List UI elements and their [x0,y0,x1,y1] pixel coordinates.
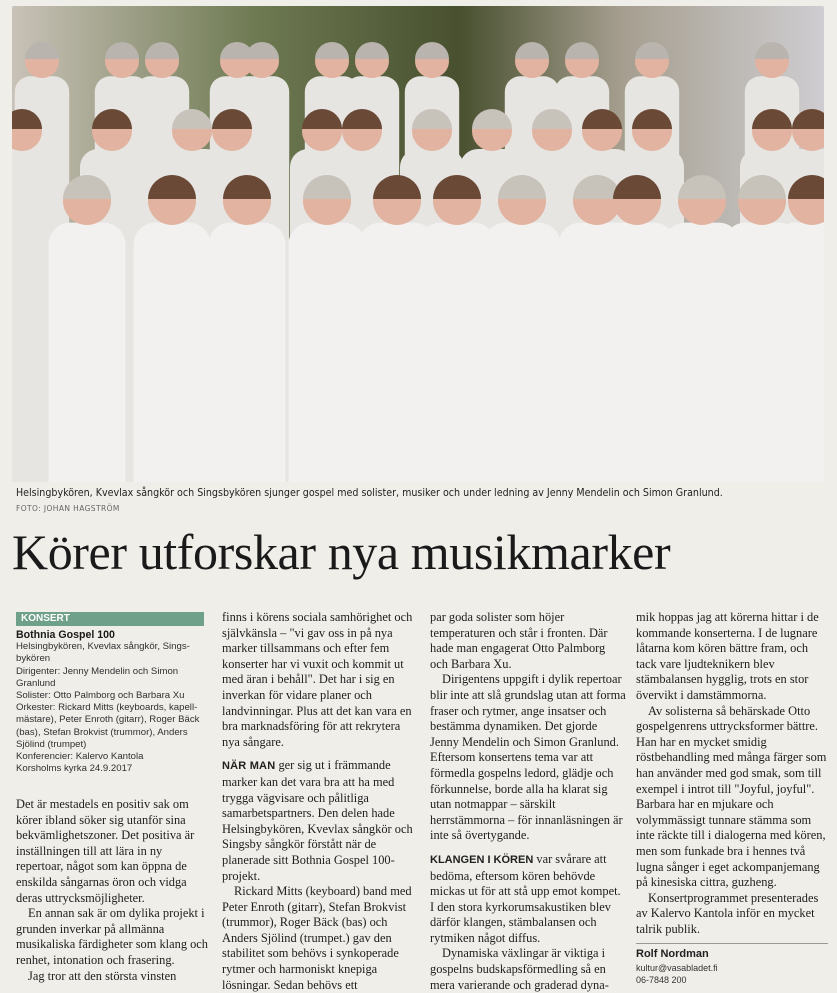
fact-line: Korsholms kyrka 24.9.2017 [16,763,133,775]
author-phone: 06-7848 200 [636,974,687,985]
paragraph: finns i körens sociala samhörighet och självkänsla – "vi gav oss in på nya marker tillsammans och efter fem konserter har vi vuxit och kommit ut med äran i behåll". Det har i sig en inverkan för vidare planer och landvinningar. Plus att det kan vara en bra marknadsföring för att rekrytera nya sångare. [222,610,413,749]
paragraph: Dynamiska växlingar är viktiga i gospelns budskapsförmedling så en mera varierande och graderad dyna- [430,946,609,992]
category-tag: KONSERT [16,612,204,626]
paragraph-lead: NÄR MAN [222,760,276,773]
singer-body [12,149,54,482]
paragraph: Jag tror att den största vinsten [28,968,177,983]
singer-body [289,223,366,482]
fact-line: bykören [16,653,51,665]
fact-line: Solister: Otto Palmborg och Barbara Xu [16,690,185,702]
author-email: kultur@vasabladet.fi [636,963,718,974]
fact-line: Granlund [16,677,56,689]
singer-body [774,223,824,482]
singer-body [209,223,286,482]
paragraph: Det är mestadels en positiv sak om körer ibland söker sig utanför sina bekvämlighetszoner. Det positiva är inställningen till att lära in ny repertoar, något som kan öppna de enskilda sångarnas öron och vidga deras uttrycksmöjligheter. [16,797,195,905]
paragraph: En annan sak är om dylika projekt i grunden inverkar på allmänna musikaliska färdigheter som klang och renhet, intonation och frasering. [16,906,209,967]
choir-photo [12,6,824,482]
headline: Körer utforskar nya musikmarker [12,524,671,580]
fact-line: Dirigenter: Jenny Mendelin och Simon [16,665,179,677]
paragraph: mik hoppas jag att körerna hittar i de kommande konserterna. I de lugnare låtarna kom kören bättre fram, och tack vare ljudteknikern blev stämbalansen hygglig, trots en stor övervikt i damstämmorna. [636,610,819,702]
photo-caption: Helsingbykören, Kvevlax sångkör och Singsbykören sjunger gospel med solister, musiker och under ledning av Jenny Mendelin och Simon Granlund. [16,487,723,499]
fact-line: Sjölind (trumpet) [16,738,87,750]
paragraph: Dirigentens uppgift i dylik repertoar blir inte att slå grundslag utan att forma fraser och rytmer, ange insatser och bestämma dynamiken. Det gjorde Jenny Mendelin och Simon Granlund. Eftersom konsertens tema var att förmedla gospelns ledord, glädje och förkunnelse, borde alla ha klarat sig utan notmappar – särskilt herrstämmorna – för innanläsningen är inte så övertygande. [430,672,626,843]
paragraph [222,758,420,884]
concert-title: Bothnia Gospel 100 [16,629,115,641]
byline [636,943,828,986]
singer-body [484,223,561,482]
fact-box [16,612,206,775]
article-column-3 [430,610,626,993]
paragraph [430,852,626,947]
singer-body [49,223,126,482]
fact-line: Helsingbykören, Kvevlax sångkör, Sings- [16,641,190,653]
choir-illustration [12,6,824,482]
singer-body [134,223,211,482]
article-column-4 [636,610,828,986]
paragraph: Av solisterna så behärskade Otto gospelgenrens uttrycksformer bättre. Han har en mycket smidig röstbehandling med många färger som han använder med god smak, som till exempel i introt till "Joyful, joyful". Barbara har en mjukare och volymmässigt tunnare stämma som inte räckte till i dialogerna med kören, men som funkade bra i hennes två lugna sånger i eget ackompanjemang på kinesiska cittra, guzheng. [636,703,827,890]
fact-line: mästare), Peter Enroth (gitarr), Roger Bäck [16,714,200,726]
paragraph-text: var svårare att bedöma, eftersom kören behövde mickas ut för att stå upp emot kompet. I den stora kyrkorumsakustiken blev därför klangen, stämbalansen och rytmiken något diffus. [430,851,621,945]
paragraph: par goda solister som höjer temperaturen och står i fronten. Där hade man engagerat Otto Palmborg och Barbara Xu. [430,610,608,671]
paragraph: Konsertprogrammet presenterades av Kalervo Kantola inför en mycket talrik publik. [636,890,819,936]
author-name: Rolf Nordman [636,948,709,961]
paragraph-text: ger sig ut i främmande marker kan det vara bra att ha med trygga vägvisare och pålitliga samarbetspartners. Den delen hade Helsingbykören, Kvevlax sångkör och Singsby sångkör förstått när de planerade sitt Bothnia Gospel 100-projekt. [222,758,413,883]
photo-credit: FOTO: JOHAN HAGSTRÖM [16,504,120,513]
fact-line: (bas), Stefan Brokvist (trummor), Anders [16,726,188,738]
paragraph: Rickard Mitts (keyboard) band med Peter Enroth (gitarr), Stefan Brokvist (trummor), Roger Bäck (bas) och Anders Sjölind (trumpet.) gav den stabilitet som behövs i synkoperade rytmer och harmoniskt knepiga lösningar. Sedan behövs ett [222,884,412,992]
fact-line: Konferencier: Kalervo Kantola [16,751,144,763]
subheading: KLANGEN I KÖREN [430,853,534,866]
article-column-2 [222,610,420,993]
fact-line: Orkester: Rickard Mitts (keyboards, kapell- [16,702,198,714]
article-column-1 [16,797,212,984]
